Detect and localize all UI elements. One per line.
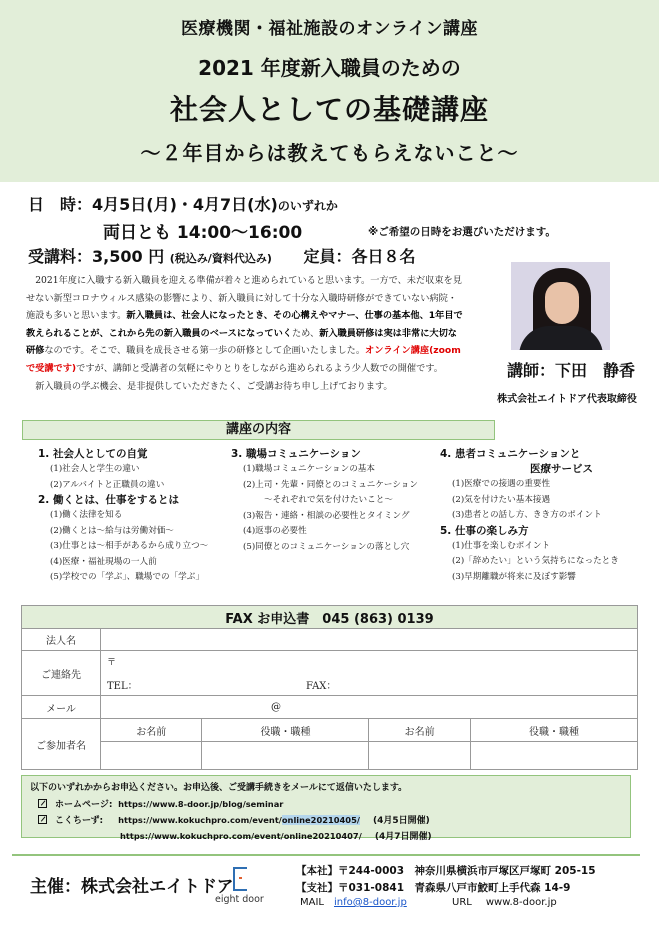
course-heading: 講座の内容	[22, 420, 495, 440]
host-organizer: 主催：株式会社エイトドア	[30, 877, 234, 897]
course-column-2	[231, 447, 418, 555]
mail-link[interactable]: info@8-door.jp	[334, 897, 407, 908]
fee-label: 受講料：	[28, 247, 93, 266]
course-section-title-cont: 医療サービス	[530, 463, 593, 475]
postal-mark: 〒	[107, 658, 117, 668]
course-item: (1)社会人と学生の違い	[50, 464, 140, 474]
contact-label: ご連絡先	[22, 651, 101, 696]
course-section-title: 1. 社会人としての自覚	[38, 448, 148, 460]
course-section-title: 3. 職場コミュニケーション	[231, 448, 361, 460]
course-item: (2)働くとは～給与は労働対価～	[50, 525, 174, 536]
company-field[interactable]	[101, 629, 638, 651]
fax-form-title: FAX お申込書 045 (863) 0139	[22, 606, 638, 629]
fee-info	[28, 244, 415, 267]
date-value: 4月5日(月)・4月7日(水)	[92, 195, 278, 214]
checkbox-icon	[38, 815, 47, 824]
intro-paragraph-1: 2021年度に入職する新入職員を迎える準備が着々と進められていると思います。一方で、未だ収束を見せない新型コロナウィルス感染の影響により、新入職員に対して十分な入職時研修ができていない病院・施設も多いと思います。新入職員は、社会人になったとき、その心構えやマナー、仕事の基本他、1年目で教えられることが、これから先の新入職員のベースになっていくため、新入職員研修は実は非常に大切な研修なのです。そこで、職員を成長させる第一歩の研修として企画いたしました。オンライン講座(zoomで受講です)ですが、講師と受講者の気軽にやりとりをしながら進められるよう少人数での開催です。	[26, 275, 463, 374]
lecturer-title: 株式会社エイトドア代表取締役	[497, 394, 637, 405]
checkbox-icon	[38, 799, 47, 808]
time-note: ※ご希望の日時をお選びいただけます。	[368, 226, 556, 238]
time-value: 両日とも 14:00～16:00	[103, 223, 303, 243]
fee-value: 3,500 円	[92, 247, 165, 266]
website-url[interactable]: www.8-door.jp	[485, 897, 557, 908]
apply-instructions	[21, 775, 631, 842]
lecturer-name: 講師：下田 静香	[506, 361, 635, 380]
course-item: (2)「辞めたい」という気持ちになったとき	[452, 556, 619, 566]
kokuchi-link-0407[interactable]: https://www.kokuchpro.com/event/online20210407/	[120, 831, 362, 841]
course-section-title: 2. 働くとは、仕事をするとは	[38, 494, 179, 506]
course-item: (3)早期離職が将来に及ぼす影響	[452, 571, 576, 582]
course-item: (4)医療・福祉現場の一人前	[50, 556, 157, 567]
header-banner	[0, 0, 659, 182]
page-title: 社会人としての基礎講座	[169, 93, 489, 126]
intro-paragraph-2: 新入職員の学ぶ機会、是非提供していただきたく、ご受講お待ち申し上げております。	[35, 380, 393, 392]
col-position-2: 役職・職種	[470, 719, 637, 742]
lecturer-photo	[511, 262, 610, 350]
tel-label: TEL：	[107, 681, 138, 692]
participant-name-1-field[interactable]	[101, 742, 202, 770]
company-label: 法人名	[22, 629, 101, 651]
course-column-1	[38, 447, 208, 586]
course-item: (2)アルバイトと正職員の違い	[50, 479, 165, 490]
hq-address: 【本社】〒244-0003 神奈川県横浜市戸塚区戸塚町 205-15	[296, 865, 596, 877]
header-tagline: ～２年目からは教えてもらえないこと～	[140, 141, 519, 165]
date-info	[28, 192, 338, 215]
course-item: (5)同僚とのコミュニケーションの落とし穴	[243, 541, 410, 552]
course-section-title: 5. 仕事の楽しみ方	[440, 524, 529, 537]
apply-kokuchi-2: https://www.kokuchpro.com/event/online20210407/ (4月7日開催)	[120, 831, 432, 842]
online-emphasis: オンライン講座(zoomで受講です)	[26, 345, 461, 374]
course-item: (3)報告・連絡・相談の必要性とタイミング	[243, 510, 410, 521]
course-item: ～それぞれで気を付けたいこと～	[264, 495, 393, 505]
homepage-link[interactable]: https://www.8-door.jp/blog/seminar	[118, 799, 284, 809]
course-item: (5)学校での「学ぶ」、職場での「学ぶ」	[50, 572, 204, 582]
course-item: (1)仕事を楽しむポイント	[452, 540, 551, 551]
capacity-value: 各日８名	[351, 247, 416, 266]
course-item: (3)仕事とは～相手があるから成り立つ～	[50, 541, 209, 551]
header-year-line: 2021 年度新入職員のための	[198, 56, 461, 80]
fax-label: FAX：	[306, 681, 337, 692]
participant-position-1-field[interactable]	[202, 742, 369, 770]
contact-line: MAIL info@8-door.jp URL www.8-door.jp	[300, 897, 557, 908]
contact-field[interactable]	[101, 651, 638, 696]
email-field[interactable]: @	[101, 696, 638, 719]
col-name-2: お名前	[369, 719, 470, 742]
branch-address: 【支社】〒031-0841 青森県八戸市鮫町上手代森 14-9	[296, 882, 571, 894]
logo-text: eight door	[215, 894, 264, 905]
course-section-title: 4. 患者コミュニケーションと	[440, 448, 581, 460]
course-item: (1)働く法律を知る	[50, 510, 123, 520]
apply-intro: 以下のいずれかからお申込ください。お申込後、ご受講手続きをメールにて返信いたします。	[30, 783, 408, 793]
course-item: (3)患者との話し方、きき方のポイント	[452, 510, 602, 520]
col-position-1: 役職・職種	[202, 719, 369, 742]
kokuchi-link-0405[interactable]: https://www.kokuchpro.com/event/online20210405/	[118, 815, 360, 825]
course-item: (4)返事の必要性	[243, 526, 307, 536]
course-item: (2)気を付けたい基本接遇	[452, 494, 551, 505]
course-column-3	[440, 447, 619, 585]
participant-name-2-field[interactable]	[369, 742, 470, 770]
course-item: (1)職場コミュニケーションの基本	[243, 464, 375, 474]
course-item: (1)医療での接遇の重要性	[452, 479, 551, 489]
eight-door-logo-icon	[233, 867, 247, 891]
participants-label: ご参加者名	[22, 719, 101, 770]
header-subtitle: 医療機関・福祉施設のオンライン講座	[181, 19, 478, 39]
email-label: メール	[22, 696, 101, 719]
course-item: (2)上司・先輩・同僚とのコミュニケーション	[243, 479, 418, 490]
participant-position-2-field[interactable]	[470, 742, 637, 770]
capacity-label: 定員：	[303, 247, 352, 266]
apply-homepage: ホームページ: https://www.8-door.jp/blog/seminar	[38, 797, 283, 810]
fax-application-form	[21, 605, 638, 770]
date-label: 日 時：	[28, 195, 93, 214]
fee-note: (税込み/資料代込み)	[169, 252, 272, 265]
intro-text	[26, 272, 466, 395]
footer-divider	[12, 854, 640, 856]
apply-kokuchi: こくちーず: https://www.kokuchpro.com/event/online20210405/ (4月5日開催)	[38, 813, 430, 826]
date-suffix: のいずれか	[277, 199, 338, 213]
col-name-1: お名前	[101, 719, 202, 742]
